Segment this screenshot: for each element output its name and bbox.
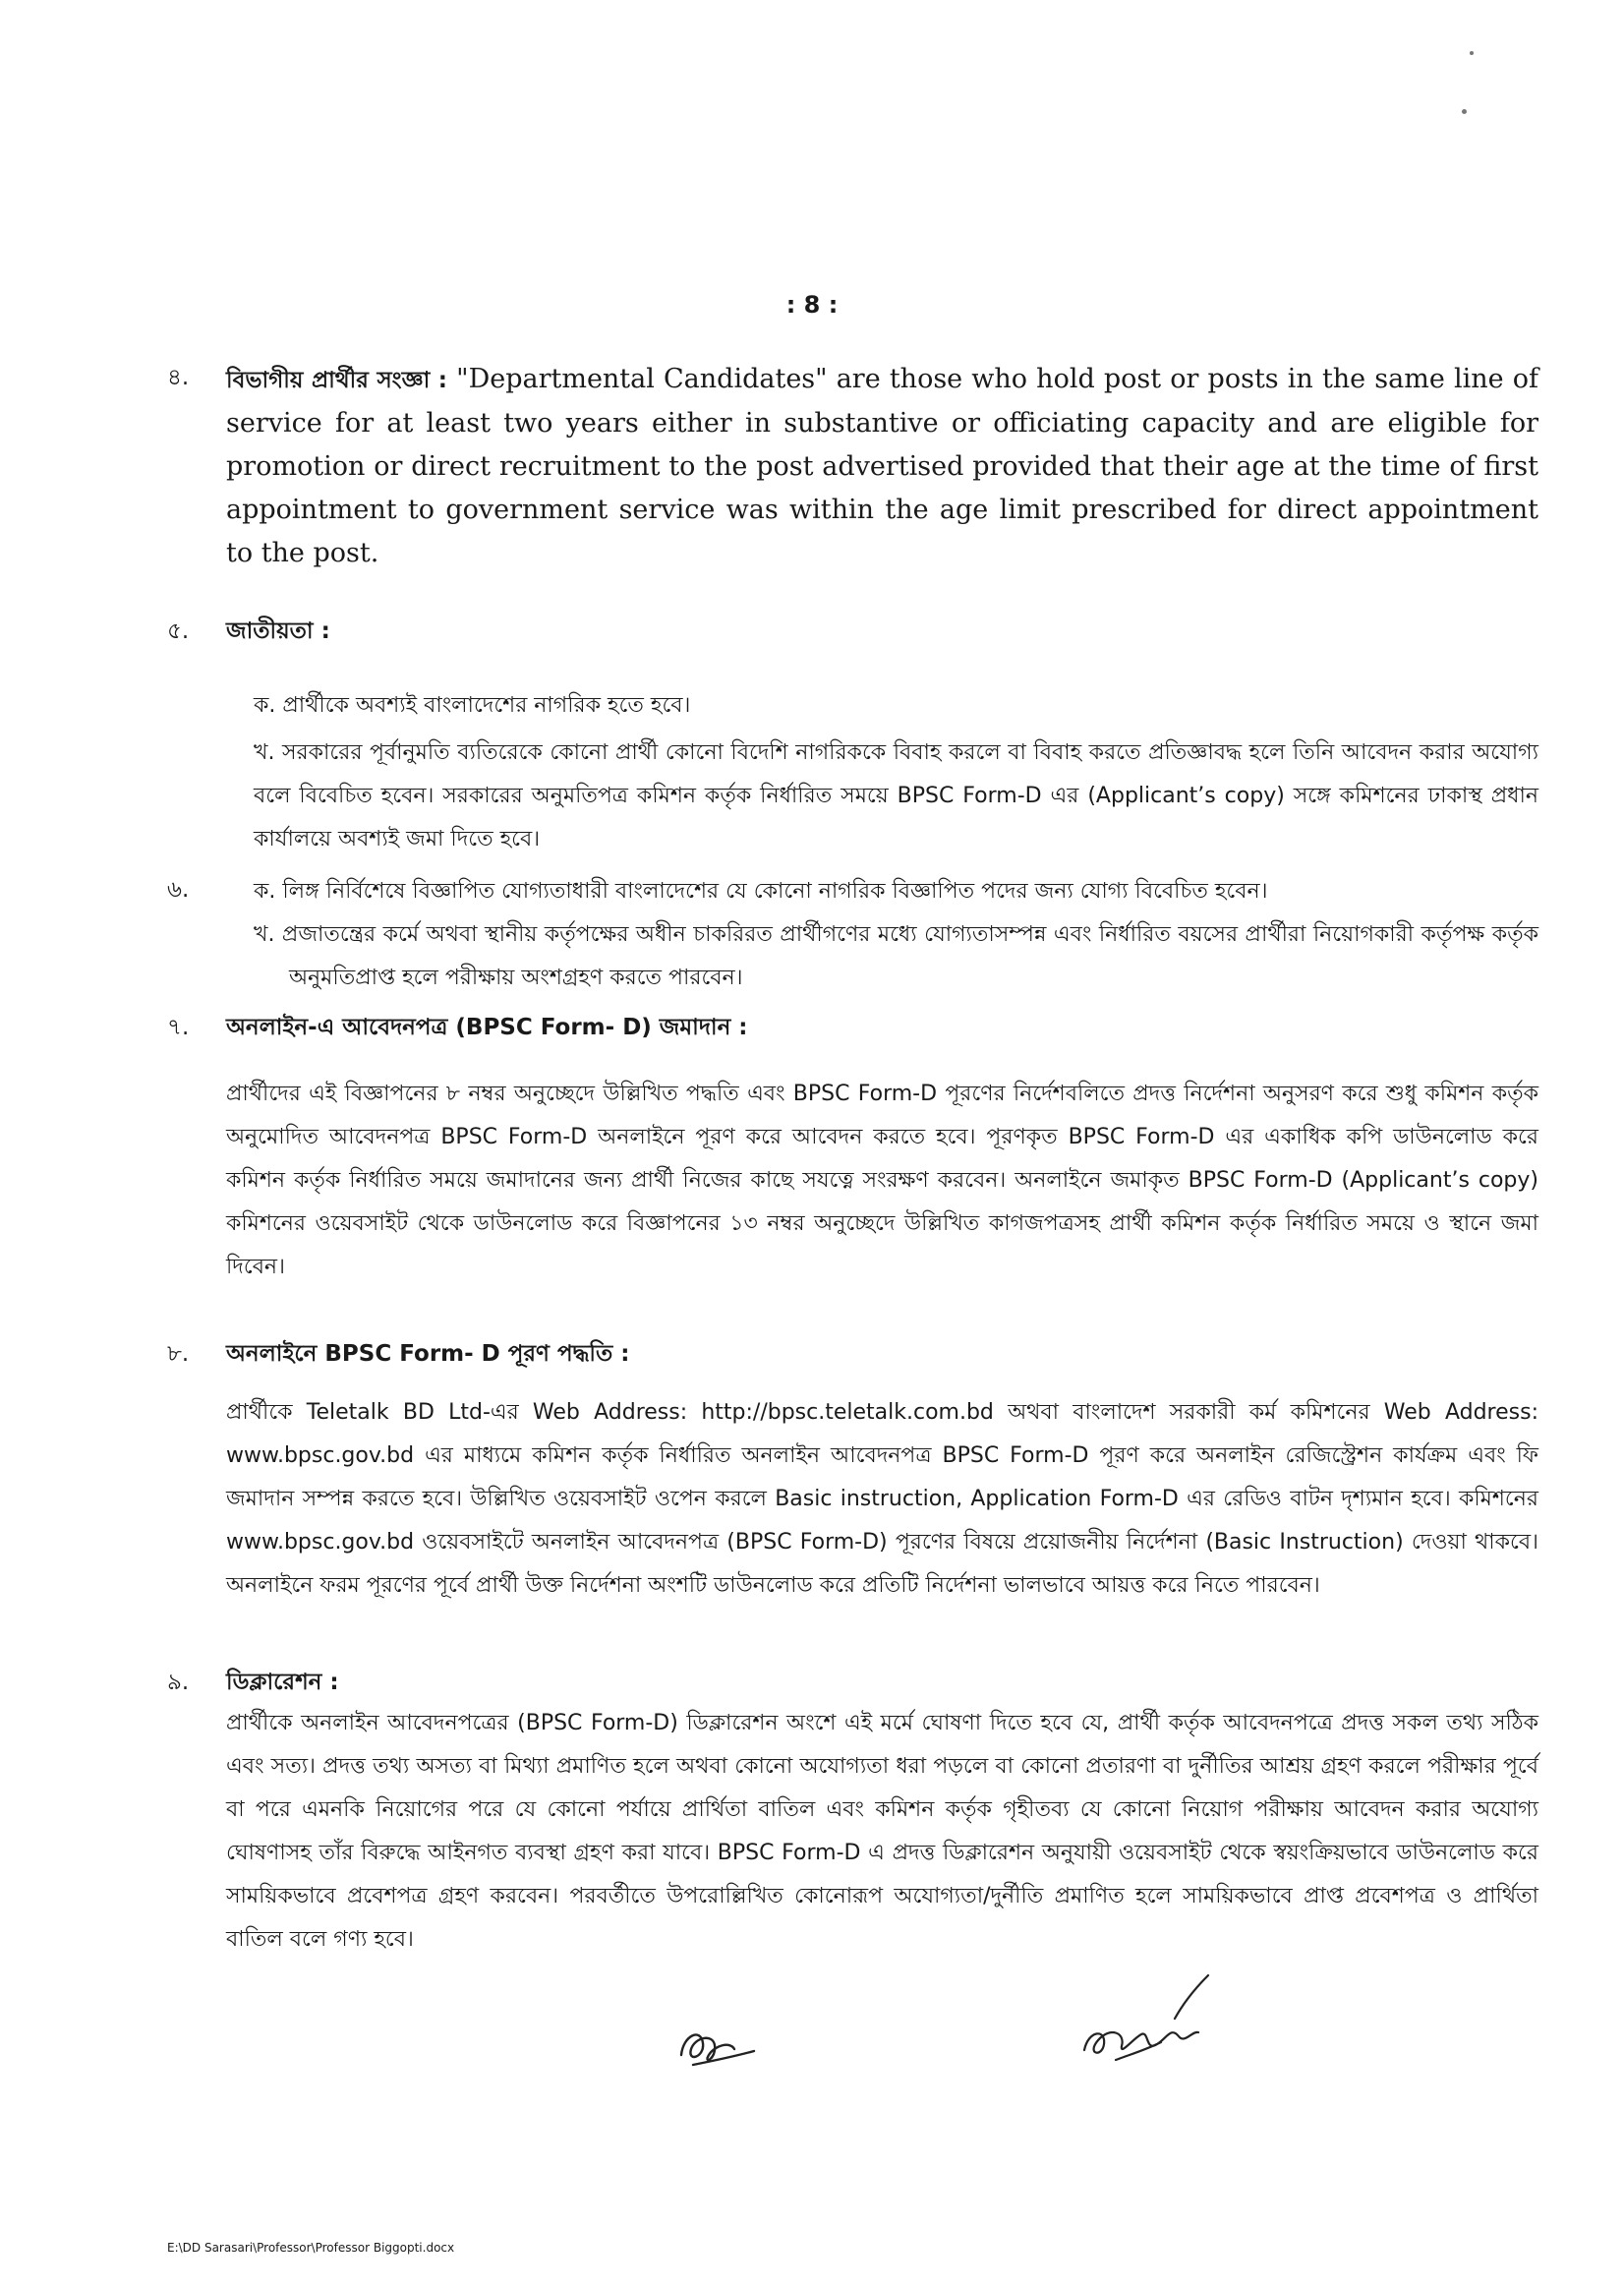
- section-7: [167, 1008, 1538, 1289]
- section-number: ৪.: [167, 365, 190, 390]
- section-text: প্রার্থীদের এই বিজ্ঞাপনের ৮ নম্বর অনুচ্ছেদে উল্লিখিত পদ্ধতি এবং BPSC Form-D পূরণের নির্দেশবলিতে প্রদত্ত নির্দেশনা অনুসরণ করে শুধু কমিশন কর্তৃক অনুমোদিত আবেদনপত্র BPSC Form-D অনলাইনে পূরণ করে আবেদন করতে হবে। পূরণকৃত BPSC Form-D এর একাধিক কপি ডাউনলোড করে কমিশন কর্তৃক নির্ধারিত সময়ে জমাদানের জন্য প্রার্থী নিজের কাছে সযত্নে সংরক্ষণ করবেন। অনলাইনে জমাকৃত BPSC Form-D (Applicant’s copy) কমিশনের ওয়েবসাইট থেকে ডাউনলোড করে বিজ্ঞাপনের ১৩ নম্বর অনুচ্ছেদে উল্লিখিত কাগজপত্রসহ প্রার্থী কমিশন কর্তৃক নির্ধারিত সময়ে ও স্থানে জমা দিবেন।: [226, 1082, 1538, 1279]
- section-title: অনলাইনে BPSC Form- D পূরণ পদ্ধতি :: [226, 1341, 630, 1367]
- section-6: [167, 870, 1538, 1000]
- file-path-footer: E:\DD Sarasari\Professor\Professor Biggopti.docx: [167, 2241, 455, 2255]
- section-9: [167, 1663, 1538, 1962]
- section-text: "Departmental Candidates" are those who hold post or posts in the same line of service for at least two years either in substantive or officiating capacity and are eligible for promotion or direct recruitment to the post advertised provided that their age at the time of first appointment to government service was within the age limit prescribed for direct appointment to the post.: [226, 364, 1538, 568]
- signature-left: [673, 2016, 762, 2084]
- section-number: ৫.: [167, 618, 190, 644]
- section-5: [167, 612, 1538, 861]
- signature-right: [1076, 1971, 1214, 2080]
- section-item-b: খ. প্রজাতন্ত্রের কর্মে অথবা স্থানীয় কর্তৃপক্ষের অধীন চাকরিরত প্রার্থীগণের মধ্যে যোগ্যতাসম্পন্ন এবং নির্ধারিত বয়সের প্রার্থীরা নিয়োগকারী কর্তৃপক্ষ কর্তৃক অনুমতিপ্রাপ্ত হলে পরীক্ষায় অংশগ্রহণ করতে পারবেন।: [254, 922, 1538, 990]
- section-number: ৮.: [167, 1341, 190, 1367]
- section-item-a: ক. প্রার্থীকে অবশ্যই বাংলাদেশের নাগরিক হতে হবে।: [254, 693, 691, 718]
- section-title: বিভাগীয় প্রার্থীর সংজ্ঞা :: [226, 368, 448, 393]
- section-title: জাতীয়তা :: [226, 618, 330, 644]
- section-text: প্রার্থীকে অনলাইন আবেদনপত্রের (BPSC Form-D) ডিক্লারেশন অংশে এই মর্মে ঘোষণা দিতে হবে যে, প্রার্থী কর্তৃক আবেদনপত্রে প্রদত্ত সকল তথ্য সঠিক এবং সত্য। প্রদত্ত তথ্য অসত্য বা মিথ্যা প্রমাণিত হলে অথবা কোনো অযোগ্যতা ধরা পড়লে বা কোনো প্রতারণা বা দুর্নীতির আশ্রয় গ্রহণ করলে পরীক্ষার পূর্বে বা পরে এমনকি নিয়োগের পরে যে কোনো পর্যায়ে প্রার্থিতা বাতিল এবং কমিশন কর্তৃক গৃহীতব্য যে কোনো নিয়োগ পরীক্ষায় আবেদন করার অযোগ্য ঘোষণাসহ তাঁর বিরুদ্ধে আইনগত ব্যবস্থা গ্রহণ করা যাবে। BPSC Form-D এ প্রদত্ত ডিক্লারেশন অনুযায়ী ওয়েবসাইট থেকে স্বয়ংক্রিয়ভাবে ডাউনলোড করে সাময়িকভাবে প্রবেশপত্র গ্রহণ করবেন। পরবর্তীতে উপরোল্লিখিত কোনোরূপ অযোগ্যতা/দুর্নীতি প্রমাণিত হলে সাময়িকভাবে প্রাপ্ত প্রবেশপত্র ও প্রার্থিতা বাতিল বলে গণ্য হবে।: [226, 1711, 1538, 1952]
- section-title: অনলাইন-এ আবেদনপত্র (BPSC Form- D) জমাদান :: [226, 1015, 748, 1040]
- section-number: ৯.: [167, 1670, 190, 1695]
- section-4: [167, 358, 1538, 575]
- section-title: ডিক্লারেশন :: [226, 1670, 339, 1695]
- scan-speck: [1470, 51, 1474, 55]
- section-number: ৬.: [167, 877, 190, 903]
- section-number: ৭.: [167, 1015, 190, 1040]
- section-item-a: ক. লিঙ্গ নির্বিশেষে বিজ্ঞাপিত যোগ্যতাধারী বাংলাদেশের যে কোনো নাগরিক বিজ্ঞাপিত পদের জন্য যোগ্য বিবেচিত হবেন।: [254, 879, 1268, 904]
- page-number: : 8 :: [785, 291, 839, 319]
- section-text: প্রার্থীকে Teletalk BD Ltd-এর Web Address: http://bpsc.teletalk.com.bd অথবা বাংলাদেশ সরকারী কর্ম কমিশনের Web Address: www.bpsc.gov.bd এর মাধ্যমে কমিশন কর্তৃক নির্ধারিত অনলাইন আবেদনপত্র BPSC Form-D পূরণ করে অনলাইন রেজিস্ট্রেশন কার্যক্রম এবং ফি জমাদান সম্পন্ন করতে হবে। উল্লিখিত ওয়েবসাইট ওপেন করলে Basic instruction, Application Form-D এর রেডিও বাটন দৃশ্যমান হবে। কমিশনের www.bpsc.gov.bd ওয়েবসাইটে অনলাইন আবেদনপত্র (BPSC Form-D) পূরণের বিষয়ে প্রয়োজনীয় নির্দেশনা (Basic Instruction) দেওয়া থাকবে। অনলাইনে ফরম পূরণের পূর্বে প্রার্থী উক্ত নির্দেশনা অংশটি ডাউনলোড করে প্রতিটি নির্দেশনা ভালভাবে আয়ত্ত করে নিতে পারবেন।: [226, 1400, 1538, 1598]
- section-8: [167, 1334, 1538, 1608]
- section-item-b: খ. সরকারের পূর্বানুমতি ব্যতিরেকে কোনো প্রার্থী কোনো বিদেশি নাগরিককে বিবাহ করলে বা বিবাহ করতে প্রতিজ্ঞাবদ্ধ হলে তিনি আবেদন করার অযোগ্য বলে বিবেচিত হবেন। সরকারের অনুমতিপত্র কমিশন কর্তৃক নির্ধারিত সময়ে BPSC Form-D এর (Applicant’s copy) সঙ্গে কমিশনের ঢাকাস্থ প্রধান কার্যালয়ে অবশ্যই জমা দিতে হবে।: [254, 740, 1538, 851]
- scan-speck: [1462, 109, 1467, 114]
